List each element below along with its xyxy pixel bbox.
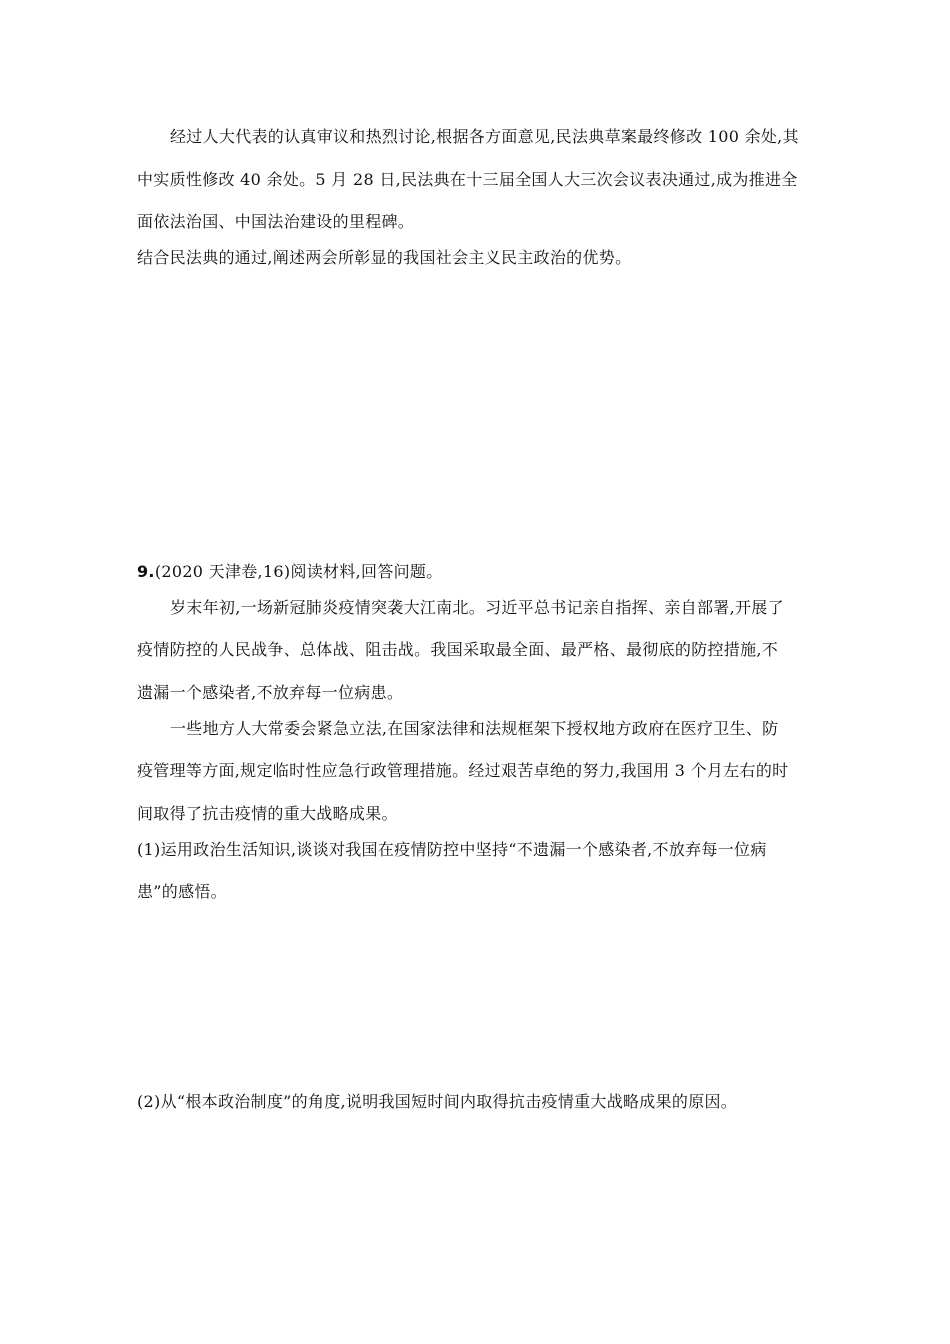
sub-question-1-line-2: 患”的感悟。 [137, 882, 227, 901]
question-number: 9. [137, 562, 155, 581]
material-p2-line-1: 一些地方人大常委会紧急立法,在国家法律和法规框架下授权地方政府在医疗卫生、防 [170, 719, 779, 738]
question-prompt: 结合民法典的通过,阐述两会所彰显的我国社会主义民主政治的优势。 [137, 248, 632, 267]
passage-line-1: 经过人大代表的认真审议和热烈讨论,根据各方面意见,民法典草案最终修改 100 余处,其 [170, 127, 799, 146]
passage-line-2: 中实质性修改 40 余处。5 月 28 日,民法典在十三届全国人大三次会议表决通过,成为推进全 [137, 170, 798, 189]
sub-question-1-line-1: (1)运用政治生活知识,谈谈对我国在疫情防控中坚持“不遗漏一个感染者,不放弃每一位病 [137, 840, 767, 859]
material-p2-line-2: 疫管理等方面,规定临时性应急行政管理措施。经过艰苦卓绝的努力,我国用 3 个月左右的时 [137, 761, 789, 780]
question-9-header [137, 562, 443, 582]
material-p1-line-3: 遗漏一个感染者,不放弃每一位病患。 [137, 683, 404, 702]
material-p1-line-2: 疫情防控的人民战争、总体战、阻击战。我国采取最全面、最严格、最彻底的防控措施,不 [137, 640, 779, 659]
passage-line-3: 面依法治国、中国法治建设的里程碑。 [137, 212, 415, 231]
material-p1-line-1: 岁末年初,一场新冠肺炎疫情突袭大江南北。习近平总书记亲自指挥、亲自部署,开展了 [170, 598, 784, 617]
sub-question-2: (2)从“根本政治制度”的角度,说明我国短时间内取得抗击疫情重大战略成果的原因。 [137, 1092, 738, 1111]
material-p2-line-3: 间取得了抗击疫情的重大战略成果。 [137, 804, 398, 823]
question-source: (2020 天津卷,16)阅读材料,回答问题。 [154, 562, 443, 581]
